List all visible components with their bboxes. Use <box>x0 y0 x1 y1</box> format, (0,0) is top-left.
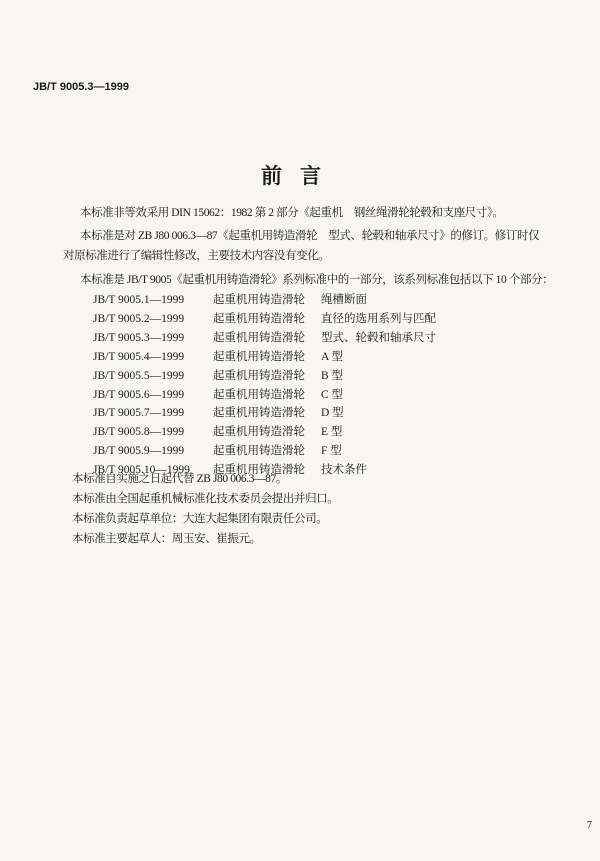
part-list-item <box>93 350 343 364</box>
closing-line: 本标准自实施之日起代替 ZB J80 006.3—87。 <box>72 473 287 485</box>
part-code: JB/T 9005.6—1999 <box>93 388 185 401</box>
part-name: 起重机用铸造滑轮 <box>213 426 305 439</box>
part-name: 起重机用铸造滑轮 <box>213 369 305 382</box>
part-subject: F 型 <box>321 445 342 458</box>
part-code: JB/T 9005.7—1999 <box>93 407 185 420</box>
part-subject: E 型 <box>321 426 343 439</box>
part-code: JB/T 9005.8—1999 <box>93 426 185 439</box>
part-list-item <box>93 444 342 458</box>
part-name: 起重机用铸造滑轮 <box>213 312 305 325</box>
closing-line: 本标准负责起草单位：大连大起集团有限责任公司。 <box>72 513 328 525</box>
part-code: JB/T 9005.1—1999 <box>93 294 185 306</box>
part-subject: 直径的选用系列与匹配 <box>321 312 436 325</box>
part-name: 起重机用铸造滑轮 <box>213 350 305 363</box>
part-code: JB/T 9005.2—1999 <box>93 312 185 325</box>
part-list-item <box>93 331 436 345</box>
part-list-item <box>93 312 436 326</box>
paragraph: 本标准是对 ZB J80 006.3—87《起重机用铸造滑轮 型式、轮毂和轴承尺寸》的修订。修订时仅 <box>80 230 540 242</box>
part-subject: A 型 <box>321 350 344 363</box>
part-name: 起重机用铸造滑轮 <box>213 464 305 477</box>
part-list-item <box>93 425 342 439</box>
part-list-item <box>93 388 343 402</box>
part-name: 起重机用铸造滑轮 <box>213 331 305 344</box>
part-list-item <box>93 369 343 383</box>
paragraph: 本标准是 JB/T 9005《起重机用铸造滑轮》系列标准中的一部分，该系列标准包括以下 10 个部分： <box>80 274 554 286</box>
paragraph-continuation: 对原标准进行了编辑性修改，主要技术内容没有变化。 <box>63 250 330 262</box>
paragraph: 本标准非等效采用 DIN 15062：1982 第 2 部分《起重机 钢丝绳滑轮轮毂和支座尺寸》。 <box>80 207 504 219</box>
part-code: JB/T 9005.5—1999 <box>93 369 185 382</box>
part-name: 起重机用铸造滑轮 <box>213 445 305 458</box>
document-header: JB/T 9005.3—1999 <box>33 81 130 93</box>
part-code: JB/T 9005.3—1999 <box>93 331 185 344</box>
part-subject: 型式、轮毂和轴承尺寸 <box>321 331 436 344</box>
part-code: JB/T 9005.9—1999 <box>93 445 185 458</box>
part-list-item <box>93 406 344 420</box>
part-subject: 技术条件 <box>321 464 367 477</box>
part-subject: 绳槽断面 <box>321 294 367 306</box>
page-number: 7 <box>587 820 592 831</box>
part-subject: D 型 <box>321 407 344 420</box>
part-code: JB/T 9005.4—1999 <box>93 350 185 363</box>
part-code: JB/T 9005.10—1999 <box>93 464 190 477</box>
part-name: 起重机用铸造滑轮 <box>213 407 305 420</box>
closing-line: 本标准由全国起重机械标准化技术委员会提出并归口。 <box>72 493 339 505</box>
part-name: 起重机用铸造滑轮 <box>213 388 305 401</box>
page-title: 前言 <box>261 164 339 188</box>
part-list-item <box>93 293 367 307</box>
part-name: 起重机用铸造滑轮 <box>213 294 305 306</box>
part-subject: B 型 <box>321 369 344 382</box>
closing-line: 本标准主要起草人：周玉安、崔振元。 <box>72 533 261 545</box>
part-subject: C 型 <box>321 388 344 401</box>
